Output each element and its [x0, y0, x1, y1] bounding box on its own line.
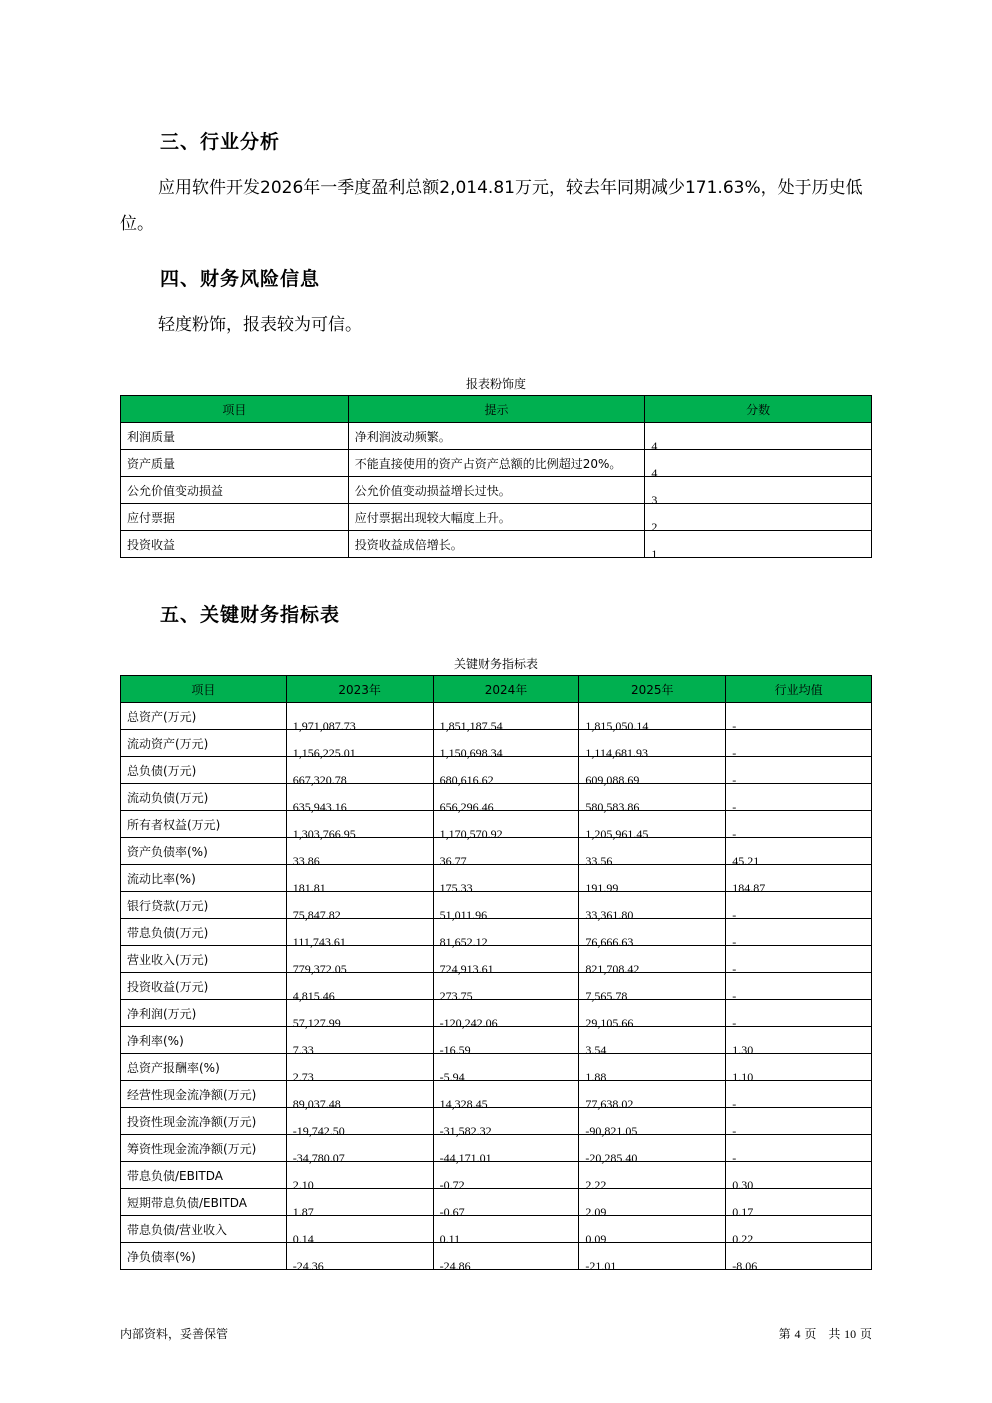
cell-value: -5.94 — [439, 1070, 465, 1084]
cell-value: -31,582.32 — [439, 1124, 492, 1138]
table-cell — [579, 919, 726, 949]
table-cell — [286, 1162, 433, 1192]
table-cell — [726, 1189, 872, 1219]
cell-value: 4 — [651, 439, 658, 453]
column-header: 行业均值 — [726, 676, 872, 703]
cell-value: 33.86 — [292, 854, 320, 868]
cell-value: 1,851,187.54 — [439, 719, 503, 733]
table-cell — [726, 973, 872, 1003]
table1-caption: 报表粉饰度 — [465, 377, 526, 391]
cell-value: 3.54 — [585, 1043, 607, 1057]
table-cell: 流动资产(万元) — [121, 730, 287, 757]
table-row — [121, 1000, 872, 1027]
table-cell: 带息负债(万元) — [121, 919, 287, 946]
cell-value: - — [732, 1124, 737, 1138]
column-header: 项目 — [121, 676, 287, 703]
table-cell — [433, 1216, 579, 1246]
table-cell — [726, 1000, 872, 1030]
table-cell — [433, 1081, 579, 1111]
table-cell — [433, 1108, 579, 1138]
cell-value: 667,320.78 — [292, 773, 347, 787]
cell-value: 1,156,225.01 — [292, 746, 356, 760]
column-header: 分数 — [645, 396, 872, 423]
table-cell — [579, 1027, 726, 1057]
table-cell — [726, 865, 872, 895]
table-cell — [579, 946, 726, 976]
table-cell — [726, 1108, 872, 1138]
cell-value: 57,127.99 — [292, 1016, 341, 1030]
table-cell — [726, 730, 872, 760]
table-cell — [286, 1216, 433, 1246]
cell-value: 821,708.42 — [585, 962, 640, 976]
cell-value: 111,743.61 — [292, 935, 346, 949]
cell-value: 51,011.96 — [439, 908, 488, 922]
table-cell — [726, 919, 872, 949]
table-cell — [286, 784, 433, 814]
table-cell — [433, 892, 579, 922]
cell-value: 1,170,570.92 — [439, 827, 503, 841]
table-cell — [286, 838, 433, 868]
cell-value: 29,105.66 — [585, 1016, 634, 1030]
table-cell — [433, 784, 579, 814]
page-mid: 页 共 — [804, 1327, 841, 1341]
table-cell — [433, 1054, 579, 1084]
table-cell — [433, 1027, 579, 1057]
table-row — [121, 1081, 872, 1108]
table-cell — [579, 1216, 726, 1246]
section3-paragraph — [120, 170, 872, 242]
cell-value: 4,815.46 — [292, 989, 335, 1003]
table-cell: 不能直接使用的资产占资产总额的比例超过20%。 — [348, 450, 645, 477]
table-cell — [726, 1054, 872, 1084]
column-header: 提示 — [348, 396, 645, 423]
table-cell — [645, 531, 872, 561]
cell-value: 33,361.80 — [585, 908, 634, 922]
table-cell — [726, 1162, 872, 1192]
cell-value: - — [732, 827, 737, 841]
table-cell — [726, 1216, 872, 1246]
table-row — [121, 423, 872, 450]
page-prefix: 第 — [778, 1327, 791, 1341]
table-cell — [645, 504, 872, 534]
table-row — [121, 1189, 872, 1216]
footer-confidential: 内部资料，妥善保管 — [120, 1327, 229, 1341]
table-cell — [579, 1189, 726, 1219]
section4-heading: 四、财务风险信息 — [160, 268, 321, 290]
cell-value: 2.10 — [292, 1178, 314, 1192]
table-cell: 短期带息负债/EBITDA — [121, 1189, 287, 1216]
table2-caption: 关键财务指标表 — [453, 657, 538, 671]
table-cell: 流动比率(%) — [121, 865, 287, 892]
table-cell: 经营性现金流净额(万元) — [121, 1081, 287, 1108]
cell-value: 1,303,766.95 — [292, 827, 356, 841]
cell-value: 609,088.69 — [585, 773, 640, 787]
table-cell — [286, 973, 433, 1003]
table-cell — [579, 1000, 726, 1030]
section3-text-line1: 应用软件开发2026年一季度盈利总额2,014.81万元，较去年同期减少171.63%，处于历史低 — [158, 178, 863, 198]
table-row — [121, 504, 872, 531]
table-row — [121, 946, 872, 973]
table-cell: 利润质量 — [121, 423, 349, 450]
table-cell — [579, 757, 726, 787]
table-cell: 净利率(%) — [121, 1027, 287, 1054]
cell-value: 680,616.62 — [439, 773, 494, 787]
table-cell — [579, 1135, 726, 1165]
section5-heading: 五、关键财务指标表 — [160, 604, 341, 626]
cell-value: - — [732, 800, 737, 814]
table-cell — [726, 838, 872, 868]
cell-value: 656,296.46 — [439, 800, 494, 814]
table-row — [121, 1108, 872, 1135]
table-cell — [433, 703, 579, 733]
cell-value: 36.77 — [439, 854, 467, 868]
table-cell — [726, 784, 872, 814]
cell-value: 1,815,050.14 — [585, 719, 649, 733]
cell-value: 191.99 — [585, 881, 619, 895]
cell-value: -120,242.06 — [439, 1016, 498, 1030]
cell-value: 7.33 — [292, 1043, 314, 1057]
section3-heading: 三、行业分析 — [160, 131, 281, 153]
table-row — [121, 1027, 872, 1054]
table-header-row — [121, 396, 872, 423]
table-cell — [579, 703, 726, 733]
table-cell — [726, 811, 872, 841]
section4-paragraph — [120, 307, 872, 343]
table-row — [121, 1216, 872, 1243]
cell-value: 77,638.02 — [585, 1097, 634, 1111]
table-row — [121, 865, 872, 892]
table-cell — [433, 1189, 579, 1219]
table-cell — [286, 1000, 433, 1030]
cell-value: 1,971,087.73 — [292, 719, 356, 733]
table-cell — [726, 757, 872, 787]
table-cell — [645, 423, 872, 453]
table-cell: 总负债(万元) — [121, 757, 287, 784]
table-cell — [286, 1027, 433, 1057]
table-cell — [433, 919, 579, 949]
table-cell: 公允价值变动损益增长过快。 — [348, 477, 645, 504]
table-row — [121, 477, 872, 504]
cell-value: 1.10 — [732, 1070, 754, 1084]
column-header: 2025年 — [579, 676, 726, 703]
cell-value: - — [732, 1151, 737, 1165]
cell-value: -21.01 — [585, 1259, 617, 1273]
table-cell — [579, 1162, 726, 1192]
whitewash-table — [120, 395, 872, 561]
cell-value: 0.22 — [732, 1232, 754, 1246]
table-header-row — [121, 676, 872, 703]
cell-value: 580,583.86 — [585, 800, 640, 814]
table-cell: 净利润(万元) — [121, 1000, 287, 1027]
cell-value: 2.09 — [585, 1205, 607, 1219]
table-cell: 筹资性现金流净额(万元) — [121, 1135, 287, 1162]
table-row — [121, 973, 872, 1000]
table-cell — [726, 946, 872, 976]
page-total: 10 — [844, 1327, 857, 1341]
cell-value: 0.09 — [585, 1232, 607, 1246]
cell-value: 779,372.05 — [292, 962, 347, 976]
table-cell — [726, 703, 872, 733]
table-row — [121, 784, 872, 811]
table-cell — [286, 892, 433, 922]
cell-value: 0.14 — [292, 1232, 314, 1246]
cell-value: -0.72 — [439, 1178, 465, 1192]
cell-value: -8.06 — [732, 1259, 758, 1273]
table-cell — [579, 1243, 726, 1273]
table-cell — [579, 811, 726, 841]
table-cell — [286, 1135, 433, 1165]
table-row — [121, 703, 872, 730]
cell-value: 724,913.61 — [439, 962, 494, 976]
table-cell: 应付票据 — [121, 504, 349, 531]
cell-value: 1.30 — [732, 1043, 754, 1057]
cell-value: -0.67 — [439, 1205, 465, 1219]
table-cell: 净利润波动频繁。 — [348, 423, 645, 450]
table-cell — [726, 1243, 872, 1273]
table-cell: 资产负债率(%) — [121, 838, 287, 865]
table-cell — [286, 730, 433, 760]
table-cell — [645, 477, 872, 507]
table-cell — [433, 1162, 579, 1192]
table-cell — [433, 730, 579, 760]
table-cell — [286, 1189, 433, 1219]
table-row — [121, 1243, 872, 1270]
table-cell — [286, 1081, 433, 1111]
cell-value: 2 — [651, 520, 658, 534]
column-header: 2024年 — [433, 676, 579, 703]
cell-value: - — [732, 1097, 737, 1111]
cell-value: - — [732, 989, 737, 1003]
table-cell — [579, 1054, 726, 1084]
table-cell: 银行贷款(万元) — [121, 892, 287, 919]
table-row — [121, 838, 872, 865]
cell-value: 33.56 — [585, 854, 613, 868]
cell-value: 1.87 — [292, 1205, 314, 1219]
table-cell — [286, 865, 433, 895]
table-cell — [286, 757, 433, 787]
cell-value: -20,285.40 — [585, 1151, 638, 1165]
table-row — [121, 531, 872, 558]
table-row — [121, 1135, 872, 1162]
cell-value: -44,171.01 — [439, 1151, 492, 1165]
table-cell — [579, 784, 726, 814]
cell-value: 184.87 — [732, 881, 766, 895]
cell-value: - — [732, 719, 737, 733]
table-cell: 应付票据出现较大幅度上升。 — [348, 504, 645, 531]
column-header: 2023年 — [286, 676, 433, 703]
cell-value: 635,943.16 — [292, 800, 347, 814]
page-current: 4 — [794, 1327, 801, 1341]
cell-value: -16.59 — [439, 1043, 471, 1057]
table-row — [121, 919, 872, 946]
cell-value: 1.88 — [585, 1070, 607, 1084]
table-row — [121, 1054, 872, 1081]
key-financial-table — [120, 675, 872, 1273]
cell-value: 2.22 — [585, 1178, 607, 1192]
cell-value: - — [732, 746, 737, 760]
table-cell: 公允价值变动损益 — [121, 477, 349, 504]
cell-value: 45.21 — [732, 854, 760, 868]
table-cell — [726, 1135, 872, 1165]
cell-value: 7,565.78 — [585, 989, 628, 1003]
cell-value: - — [732, 908, 737, 922]
cell-value: 3 — [651, 493, 658, 507]
table-cell — [645, 450, 872, 480]
table-cell — [726, 1027, 872, 1057]
section4-text: 轻度粉饰，报表较为可信。 — [158, 315, 362, 335]
table-cell — [433, 1000, 579, 1030]
table-cell — [286, 946, 433, 976]
footer-page-number — [779, 1325, 872, 1342]
cell-value: 1 — [651, 547, 658, 561]
section3-text-line2: 位。 — [120, 214, 154, 234]
table-cell — [579, 1081, 726, 1111]
cell-value: - — [732, 962, 737, 976]
cell-value: 2.73 — [292, 1070, 314, 1084]
cell-value: - — [732, 935, 737, 949]
table-cell — [726, 1081, 872, 1111]
table-cell — [286, 919, 433, 949]
table-row — [121, 892, 872, 919]
table-cell — [433, 973, 579, 1003]
cell-value: 0.30 — [732, 1178, 754, 1192]
cell-value: 0.11 — [439, 1232, 461, 1246]
cell-value: - — [732, 773, 737, 787]
cell-value: 76,666.63 — [585, 935, 634, 949]
table-cell — [433, 946, 579, 976]
table-row — [121, 450, 872, 477]
table-row — [121, 730, 872, 757]
table-cell: 带息负债/营业收入 — [121, 1216, 287, 1243]
table-cell: 投资收益(万元) — [121, 973, 287, 1000]
cell-value: 89,037.48 — [292, 1097, 341, 1111]
cell-value: 81,652.12 — [439, 935, 488, 949]
cell-value: -24.86 — [439, 1259, 471, 1273]
table-cell — [433, 811, 579, 841]
table-cell — [433, 865, 579, 895]
table-cell: 总资产报酬率(%) — [121, 1054, 287, 1081]
column-header: 项目 — [121, 396, 349, 423]
table-cell: 投资性现金流净额(万元) — [121, 1108, 287, 1135]
cell-value: 181.81 — [292, 881, 326, 895]
cell-value: 1,150,698.34 — [439, 746, 503, 760]
table-cell — [726, 892, 872, 922]
cell-value: 1,114,681.93 — [585, 746, 648, 760]
cell-value: -34,780.07 — [292, 1151, 345, 1165]
table-cell — [286, 703, 433, 733]
table-cell: 所有者权益(万元) — [121, 811, 287, 838]
table-cell — [433, 1243, 579, 1273]
cell-value: 175.33 — [439, 881, 473, 895]
cell-value: -24.36 — [292, 1259, 324, 1273]
cell-value: 273.75 — [439, 989, 473, 1003]
table-cell: 投资收益 — [121, 531, 349, 558]
cell-value: -19,742.50 — [292, 1124, 345, 1138]
cell-value: -90,821.05 — [585, 1124, 638, 1138]
table-cell — [286, 1054, 433, 1084]
table-cell — [579, 865, 726, 895]
cell-value: 4 — [651, 466, 658, 480]
table-cell: 带息负债/EBITDA — [121, 1162, 287, 1189]
cell-value: 75,847.82 — [292, 908, 341, 922]
table-cell — [286, 1108, 433, 1138]
page-suffix: 页 — [859, 1327, 872, 1341]
table-cell — [579, 892, 726, 922]
table-cell: 营业收入(万元) — [121, 946, 287, 973]
table-cell — [433, 838, 579, 868]
table-cell — [433, 1135, 579, 1165]
table-row — [121, 1162, 872, 1189]
cell-value: 14,328.45 — [439, 1097, 488, 1111]
table-cell: 净负债率(%) — [121, 1243, 287, 1270]
table-cell — [579, 838, 726, 868]
table-cell: 资产质量 — [121, 450, 349, 477]
table-cell — [286, 811, 433, 841]
table-cell — [433, 757, 579, 787]
table-cell — [579, 973, 726, 1003]
table-cell — [579, 1108, 726, 1138]
table-row — [121, 811, 872, 838]
table-cell — [286, 1243, 433, 1273]
cell-value: - — [732, 1016, 737, 1030]
table-row — [121, 757, 872, 784]
table-cell: 流动负债(万元) — [121, 784, 287, 811]
table-cell: 总资产(万元) — [121, 703, 287, 730]
table-cell: 投资收益成倍增长。 — [348, 531, 645, 558]
table-cell — [579, 730, 726, 760]
cell-value: 1,205,961.45 — [585, 827, 649, 841]
cell-value: 0.17 — [732, 1205, 754, 1219]
